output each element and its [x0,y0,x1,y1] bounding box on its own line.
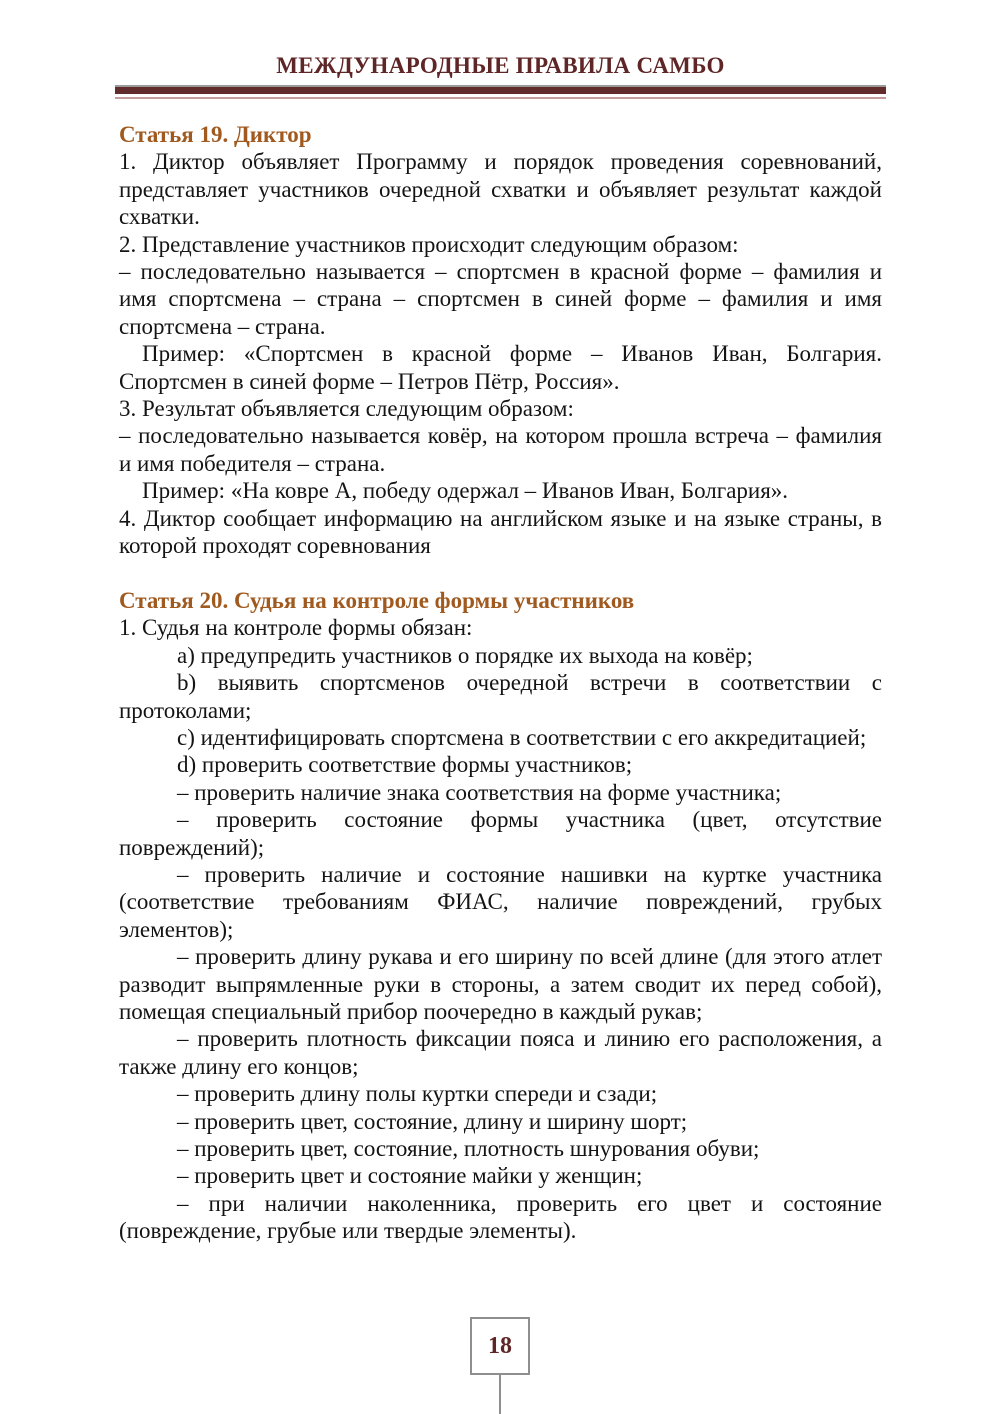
dash-list-item: – проверить длину рукава и его ширину по всей длине (для этого атлет разводит выпрямленные руки в стороны, а затем сводит их перед собой), помещая специальный прибор поочередно в каждый рукав; [119,944,882,1024]
page-number: 18 [488,1332,512,1359]
dash-list-item: – проверить наличие и состояние нашивки на куртке участника (соответствие требованиям ФИАС, наличие повреждений, грубых элементов); [119,861,882,942]
paragraph: 2. Представление участников происходит следующим образом: [119,231,739,257]
divider-thin-pink-line [115,97,886,99]
dash-list-item: – при наличии наколенника, проверить его цвет и состояние (повреждение, грубые или твердые элементы). [119,1190,882,1244]
section-heading-article-20: Статья 20. Судья на контроле формы участников [119,587,635,613]
header-divider-rule [115,85,886,99]
section-heading-article-19: Статья 19. Диктор [119,122,312,147]
paragraph-example: Пример: «На ковре А, победу одержал – Иванов Иван, Болгария». [142,478,789,504]
paragraph: 1. Судья на контроле формы обязан: [119,615,473,641]
page-number-box [470,1317,530,1375]
dash-list-item: – проверить плотность фиксации пояса и линию его расположения, а также длину его концов; [119,1026,882,1079]
dash-list-item: – проверить цвет, состояние, плотность шнурования обуви; [177,1136,760,1162]
dash-list-item: – проверить цвет, состояние, длину и ширину шорт; [177,1108,688,1134]
list-item-b: b) выявить спортсменов очередной встречи в соответствии с протоколами; [119,670,882,723]
paragraph: 4. Диктор сообщает информацию на английском языке и на языке страны, в которой проходят соревнования [119,505,882,559]
dash-list-item: – проверить цвет и состояние майки у женщин; [177,1163,643,1189]
paragraph: 3. Результат объявляется следующим образом: [119,396,574,422]
list-item-a: a) предупредить участников о порядке их выхода на ковёр; [177,642,753,668]
dash-list-item: – проверить длину полы куртки спереди и сзади; [177,1081,658,1107]
divider-thick-maroon-line [115,87,886,94]
paragraph: 1. Диктор объявляет Программу и порядок проведения соревнований, представляет участников очередной схватки и объявляет результат каждой схватки. [119,149,882,230]
list-item-c: c) идентифицировать спортсмена в соответствии с его аккредитацией; [177,724,867,750]
paragraph: – последовательно называется ковёр, на котором прошла встреча – фамилия и имя победителя – страна. [119,423,882,476]
paragraph-example: Пример: «Спортсмен в красной форме – Иванов Иван, Болгария. Спортсмен в синей форме – Петров Пётр, Россия». [119,341,882,394]
list-item-d: d) проверить соответствие формы участников; [177,752,633,778]
document-header-title: МЕЖДУНАРОДНЫЕ ПРАВИЛА САМБО [276,53,725,78]
dash-list-item: – проверить состояние формы участника (цвет, отсутствие повреждений); [119,807,882,860]
dash-list-item: – проверить наличие знака соответствия на форме участника; [177,779,782,805]
page-number-tail-line [499,1375,501,1414]
paragraph: – последовательно называется – спортсмен в красной форме – фамилия и имя спортсмена – страна – спортсмен в синей форме – фамилия и имя спортсмена – страна. [119,259,882,339]
